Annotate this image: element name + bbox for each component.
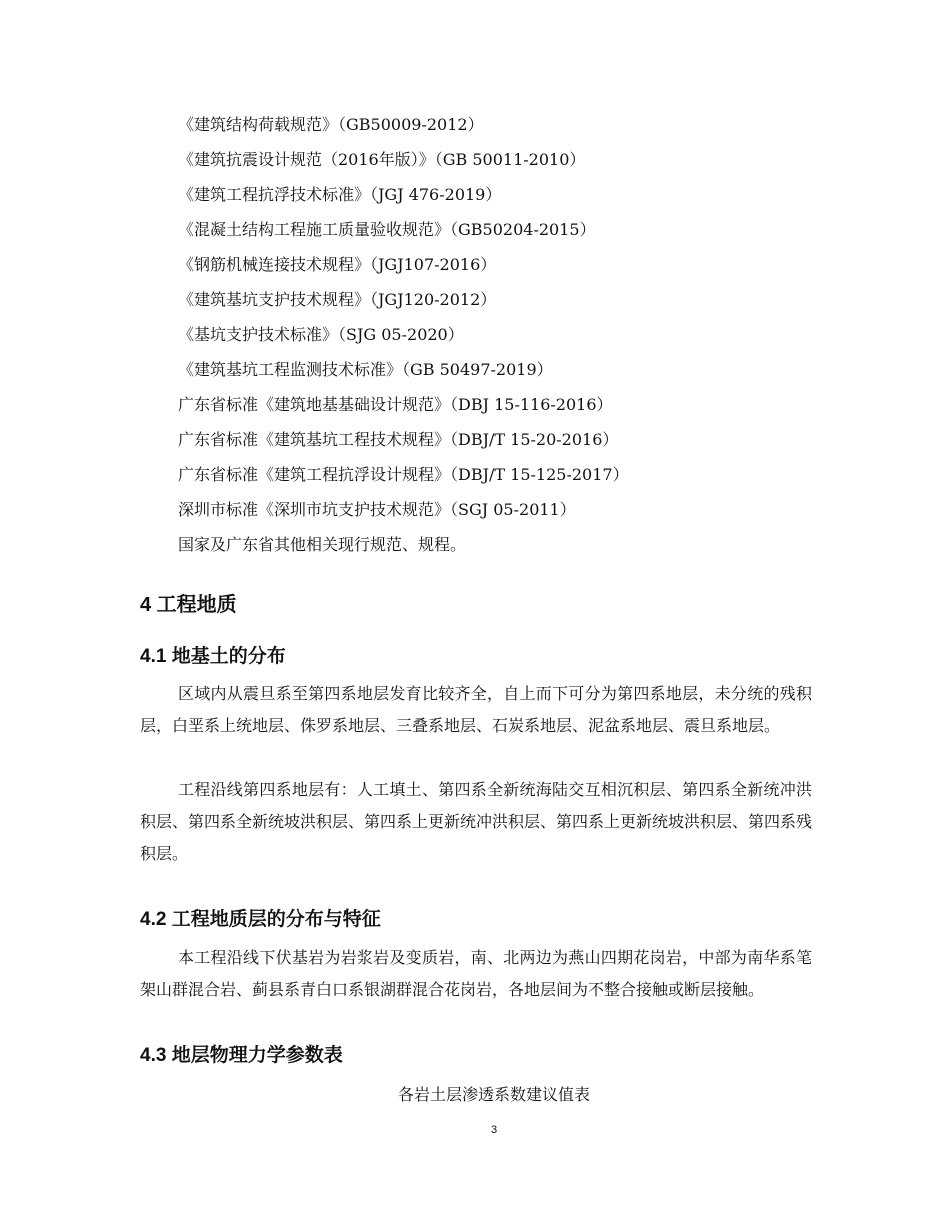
- reference-item: 广东省标准《建筑基坑工程技术规程》（DBJ/T 15-20-2016）: [178, 430, 619, 449]
- table-caption: 各岩土层渗透系数建议值表: [397, 1085, 590, 1104]
- section-4-2-heading: 4.2 工程地质层的分布与特征: [140, 909, 381, 930]
- page-number: 3: [490, 1124, 498, 1136]
- reference-item: 《基坑支护技术标准》（SJG 05-2020）: [178, 325, 464, 344]
- reference-item: 广东省标准《建筑地基基础设计规范》（DBJ 15-116-2016）: [178, 395, 613, 414]
- reference-item: 《建筑抗震设计规范（2016年版）》（GB 50011-2010）: [178, 150, 586, 169]
- section-4-1-paragraph-1: 区域内从震旦系至第四系地层发育比较齐全，自上而下可分为第四系地层，未分统的残积层，白垩系上统地层、侏罗系地层、三叠系地层、石炭系地层、泥盆系地层、震旦系地层。: [140, 684, 812, 735]
- section-4-3-heading: 4.3 地层物理力学参数表: [140, 1045, 343, 1066]
- reference-list: [178, 110, 629, 565]
- section-4-2-paragraph-1: 本工程沿线下伏基岩为岩浆岩及变质岩，南、北两边为燕山四期花岗岩，中部为南华系笔架山群混合岩、蓟县系青白口系银湖群混合花岗岩，各地层间为不整合接触或断层接触。: [140, 948, 812, 999]
- reference-item: 《建筑基坑支护技术规程》（JGJ120-2012）: [178, 290, 497, 309]
- reference-item: 深圳市标准《深圳市坑支护技术规范》（SGJ 05-2011）: [178, 500, 576, 519]
- reference-item: 《建筑工程抗浮技术标准》（JGJ 476-2019）: [178, 185, 502, 204]
- section-4-1-heading: 4.1 地基土的分布: [140, 646, 286, 667]
- section-4-heading: 4 工程地质: [140, 594, 237, 616]
- section-4-1-paragraph-2: 工程沿线第四系地层有：人工填土、第四系全新统海陆交互相沉积层、第四系全新统冲洪积层、第四系全新统坡洪积层、第四系上更新统冲洪积层、第四系上更新统坡洪积层、第四系残积层。: [140, 780, 813, 863]
- reference-item: 国家及广东省其他相关现行规范、规程。: [178, 535, 467, 554]
- reference-item: 《钢筋机械连接技术规程》（JGJ107-2016）: [178, 255, 497, 274]
- reference-item: 《混凝土结构工程施工质量验收规范》（GB50204-2015）: [178, 220, 596, 239]
- reference-item: 《建筑基坑工程监测技术标准》（GB 50497-2019）: [178, 360, 553, 379]
- reference-item: 《建筑结构荷载规范》（GB50009-2012）: [178, 115, 484, 134]
- reference-item: 广东省标准《建筑工程抗浮设计规程》（DBJ/T 15-125-2017）: [178, 465, 629, 484]
